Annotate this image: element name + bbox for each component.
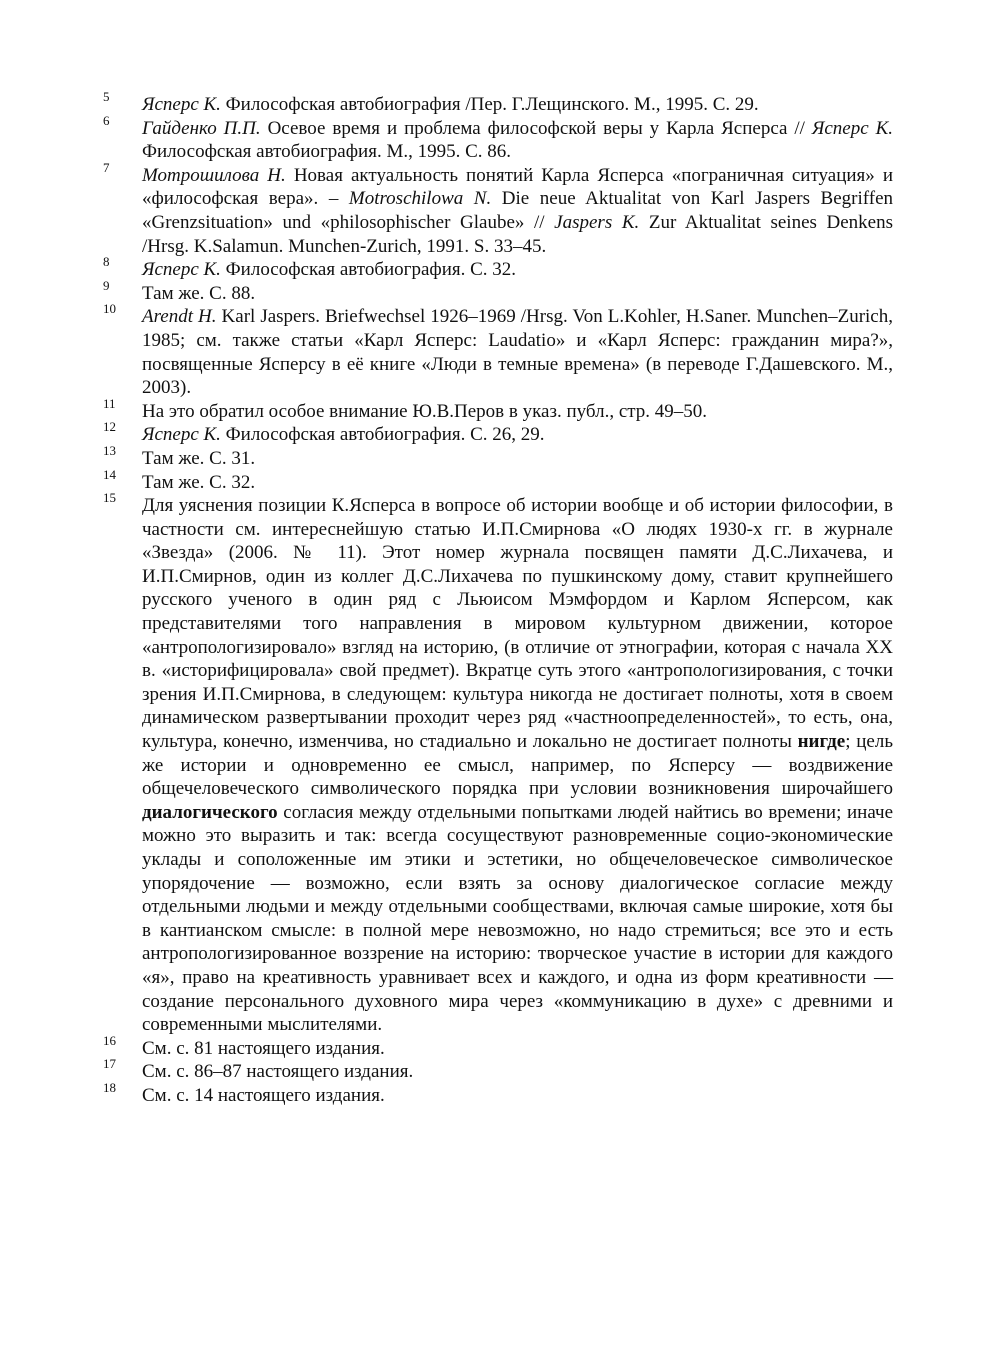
footnote-number: 15: [103, 490, 116, 506]
footnote-text: Die neue Aktualitat von Karl Jaspers Begriffen «Grenzsituation» und «philosophischer Glaube» //: [142, 188, 893, 233]
footnote-bold-text: диалогического: [142, 801, 278, 823]
footnote-number: 11: [103, 395, 116, 411]
footnote-text: Zur Aktualitat seines Denkens /Hrsg. K.Salamun. Munchen-Zurich, 1991. S. 33–45.: [142, 211, 893, 257]
footnote-author: Ясперс К.: [142, 94, 221, 115]
footnote-author: Arendt H.: [142, 306, 217, 328]
footnote-10: [103, 301, 893, 399]
footnote-17: [103, 1056, 893, 1084]
footnote-text: Для уяснения позиции К.Ясперса в вопросе об истории вообще и об истории философии, в частности см. интереснейшую статью И.П.Смирнова «О людях 1930-х гг. в журнале «Звезда» (2006. № 11). Этот номер журнала посвящен памяти Д.С.Лихачева, и И.П.Смирнов, один из коллег Д.С.Лихачева по пушкинскому дому, ставит крупнейшего русского ученого в один ряд с Льюисом Мэмфордом и Карлом Ясперсом, как представителями того направления в мировом культурном движении, которое «антропологизировало» взгляд на историю, (в отличие от этнографии, которая с начала XX в. «историфицировала» свой предмет). Вкратце суть этого «антропологизирования, с точки зрения И.П.Смирнова, в следующем: культура никогда не достигает полноты, хотя в своем динамическом развертывании проходит через ряд «частноопределенностей», то есть, она, культура, конечно, изменчива, но стадиально и локально не достигает полноты: [142, 495, 893, 753]
footnote-number: 8: [103, 254, 110, 270]
footnote-number: 14: [103, 466, 116, 482]
footnote-text: Karl Jaspers. Briefwechsel 1926–1969 /Hrsg. Von L.Kohler, H.Saner. Munchen–Zurich, 1985; см. также статьи «Карл Ясперс: Laudatio» и «Карл Ясперс: гражданин мира?», посвященные Ясперсу в её книге «Люди в темные времена» (в переводе Г.Дашевского. М., 2003).: [142, 306, 893, 399]
footnote-text: Осевое время и проблема философской веры у Карла Ясперса //: [260, 117, 812, 139]
footnote-number: 18: [103, 1079, 116, 1095]
footnote-number: 6: [103, 112, 110, 128]
footnote-number: 7: [103, 159, 110, 175]
footnote-number: 10: [103, 301, 116, 317]
footnote-8: [103, 254, 893, 282]
footnote-bold-text: нигде: [797, 731, 846, 753]
footnote-12: [103, 419, 893, 447]
footnote-text: Философская автобиография. С. 26, 29.: [220, 424, 545, 446]
footnote-13: [103, 442, 893, 471]
footnote-list: [103, 89, 894, 1108]
footnote-15: [103, 490, 893, 1037]
footnote-text: Там же. С. 31.: [142, 447, 256, 469]
footnote-author: Jaspers K.: [554, 211, 640, 233]
footnote-text: На это обратил особое внимание Ю.В.Перов в указ. публ., стр. 49–50.: [142, 400, 708, 422]
footnote-text: См. с. 81 настоящего издания.: [142, 1037, 385, 1059]
footnote-5: [103, 89, 893, 117]
footnote-14: [103, 466, 893, 495]
footnote-author: Ясперс К.: [142, 424, 221, 446]
footnote-author: Motroschilowa N.: [348, 188, 492, 210]
footnote-18: [103, 1079, 893, 1108]
footnote-6: [103, 112, 894, 164]
footnote-text: Философская автобиография. С. 32.: [220, 259, 517, 281]
footnote-text: Там же. С. 88.: [142, 282, 256, 304]
footnote-author: Гайденко П.П.: [142, 117, 261, 139]
footnote-9: [103, 277, 893, 306]
footnote-11: [103, 395, 893, 424]
footnote-7: [103, 159, 893, 258]
footnote-text: См. с. 86–87 настоящего издания.: [142, 1061, 414, 1083]
footnote-text: ; цель же истории и одновременно ее смысл, например, по Ясперсу — воздвижение общечеловеческого символического порядка при условии возникновения широчайшего: [142, 731, 893, 800]
footnote-number: 9: [103, 277, 110, 293]
footnote-16: [103, 1032, 893, 1061]
footnote-number: 16: [103, 1032, 116, 1048]
footnote-author: Ясперс К.: [811, 117, 894, 139]
footnote-text: Там же. С. 32.: [142, 471, 256, 493]
footnote-number: 5: [103, 89, 110, 104]
footnote-text: согласия между отдельными попытками людей найтись во времени; иначе можно это выразить и так: всегда сосуществуют разновременные социо-экономические уклады и соположенные им этики и эстетики, но общечеловеческое символическое упорядочение — возможно, если взять за основу диалогическое согласие между отдельными людьми и между отдельными сообществами, включая самые широкие, хотя бы в кантианском смысле: в полной мере невозможно, но надо стремиться; все это и есть антропологизированное воззрение на историю: творческое участие в истории для каждого «я», право на креативность уравнивает всех и каждого, и одна из форм креативности — создание персонального духовного мира через «коммуникацию в духе» с древними и современными мыслителями.: [142, 801, 893, 1036]
footnote-author: Ясперс К.: [142, 259, 221, 281]
footnote-author: Мотрошилова Н.: [142, 164, 286, 186]
footnote-number: 17: [103, 1056, 116, 1072]
footnote-text: См. с. 14 настоящего издания.: [142, 1084, 385, 1106]
footnote-number: 13: [103, 442, 116, 458]
footnote-text: Философская автобиография. М., 1995. С. 86.: [142, 141, 512, 163]
footnote-text: Философская автобиография /Пер. Г.Лещинского. М., 1995. С. 29.: [220, 94, 759, 115]
footnote-text: Новая актуальность понятий Карла Ясперса «пограничная ситуация» и «философская вера». –: [142, 164, 893, 210]
footnote-number: 12: [103, 419, 116, 435]
